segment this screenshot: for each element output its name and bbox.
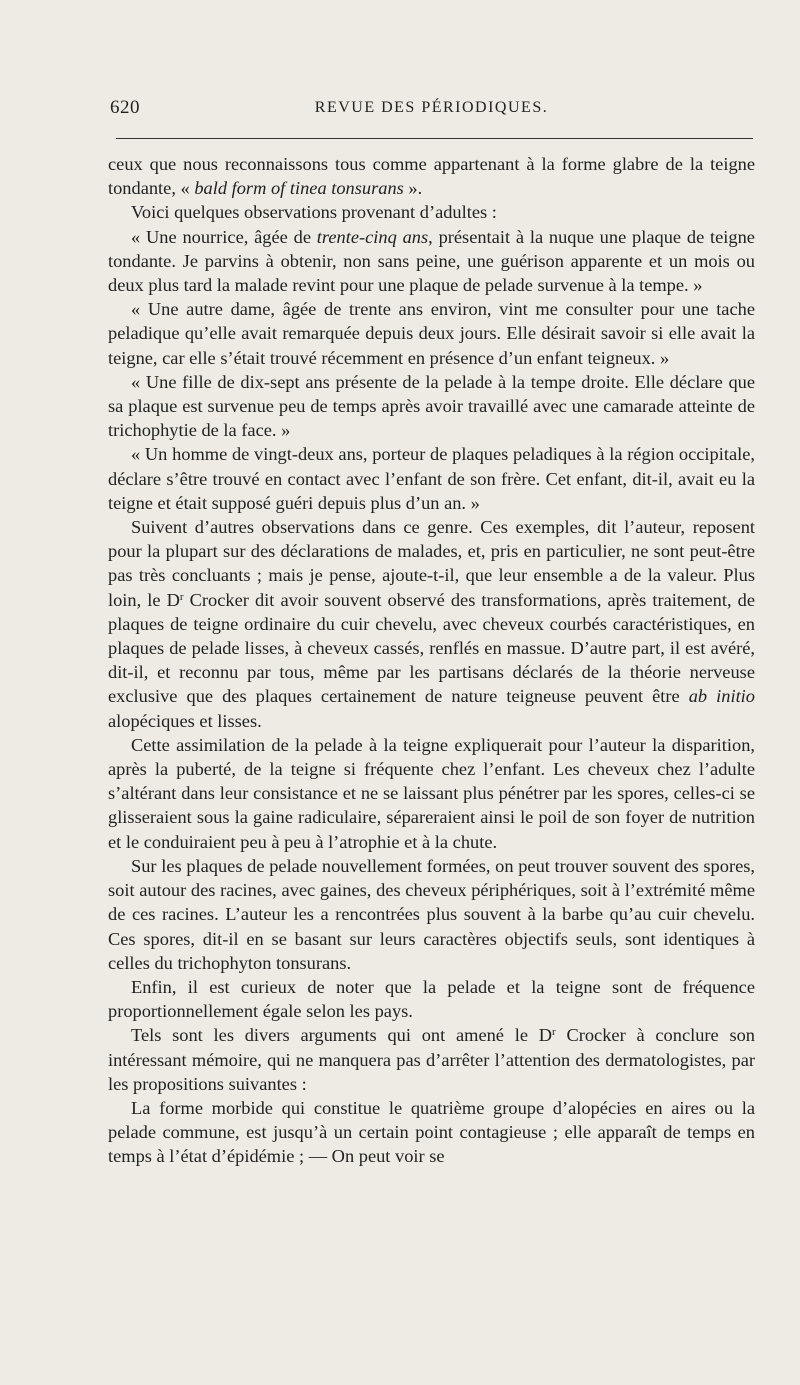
paragraph-9: Sur les plaques de pelade nouvellement formées, on peut trouver souvent des spores, soit autour des racines, avec gaines, des cheveux périphériques, soit à l’extrémité même de ces racines. L’auteur les a rencontrées plus souvent à la barbe qu’au cuir chevelu. Ces spores, dit-il en se basant sur leurs caractères objectifs seuls, sont identiques à celles du trichophyton tonsurans. [108, 855, 755, 973]
running-title: REVUE DES PÉRIODIQUES. [314, 99, 549, 116]
paragraph-3: « Une nourrice, âgée de trente-cinq ans, présentait à la nuque une plaque de teigne tondante. Je parvins à obtenir, non sans peine, une guérison apparente et un mois ou deux plus tard la malade revint pour une plaque de pelade survenue à la tempe. » [108, 226, 755, 296]
paragraph-4: « Une autre dame, âgée de trente ans environ, vint me consulter pour une tache peladique qu’elle avait remarquée depuis deux jours. Elle désirait savoir si elle avait la teigne, car elle s’était trouvé récemment en présence d’un enfant teigneux. » [108, 299, 755, 368]
paragraph-12: La forme morbide qui constitue le quatrième groupe d’alopécies en aires ou la pelade commune, est jusqu’à un certain point contagieuse ; elle apparaît de temps en temps à l’état d’épidémie ; — On peut voir se [108, 1097, 755, 1167]
paragraph-10: Enfin, il est curieux de noter que la pelade et la teigne sont de fréquence proportionnellement égale selon les pays. [108, 976, 755, 1022]
page-header [110, 97, 753, 131]
page-number: 620 [110, 97, 140, 118]
paragraph-7: Suivent d’autres observations dans ce genre. Ces exemples, dit l’auteur, reposent pour la plupart sur des déclarations de malades, et, pris en particulier, ne sont peut-être pas très concluants ; mais je pense, ajoute-t-il, que leur ensemble a de la valeur. Plus loin, le $D^r$ Crocker dit avoir souvent observé des transformations, après traitement, de plaques de teigne ordinaire du cuir chevelu, avec cheveux courbés caractéristiques, en plaques de pelade lisses, à cheveux cassés, renflés en massue. D’autre part, il est avéré, dit-il, et reconnu par tous, même par les partisans déclarés de la théorie nerveuse exclusive que des plaques certainement de nature teigneuse peuvent être ab initio alopéciques et lisses. [108, 517, 755, 731]
paragraph-11: Tels sont les divers arguments qui ont amené le $D^r$ Crocker à conclure son intéressant mémoire, qui ne manquera pas d’arrêter l’attention des dermatologistes, par les propositions suivantes : [108, 1025, 755, 1094]
body-text [108, 152, 755, 1169]
paragraph-8: Cette assimilation de la pelade à la teigne expliquerait pour l’auteur la disparition, après la puberté, de la teigne si fréquente chez l’enfant. Les cheveux chez l’adulte s’altérant dans leur consistance et ne se laissant plus pénétrer par les spores, celles-ci se glisseraient sous la gaine radiculaire, sépareraient ainsi le poil de son foyer de nutrition et le conduiraient peu à peu à l’atrophie et à la chute. [108, 734, 755, 852]
header-rule [116, 138, 753, 139]
paragraph-1: ceux que nous reconnaissons tous comme appartenant à la forme glabre de la teigne tondante, « bald form of tinea tonsurans ». [108, 154, 755, 199]
paragraph-2: Voici quelques observations provenant d’adultes : [131, 202, 497, 223]
paragraph-5: « Une fille de dix-sept ans présente de la pelade à la tempe droite. Elle déclare que sa plaque est survenue peu de temps après avoir travaillé avec une camarade atteinte de trichophytie de la face. » [108, 371, 755, 441]
paragraph-6: « Un homme de vingt-deux ans, porteur de plaques peladiques à la région occipitale, déclare s’être trouvé en contact avec l’enfant de son frère. Cet enfant, dit-il, avait eu la teigne et était supposé guéri depuis plus d’un an. » [108, 444, 755, 513]
